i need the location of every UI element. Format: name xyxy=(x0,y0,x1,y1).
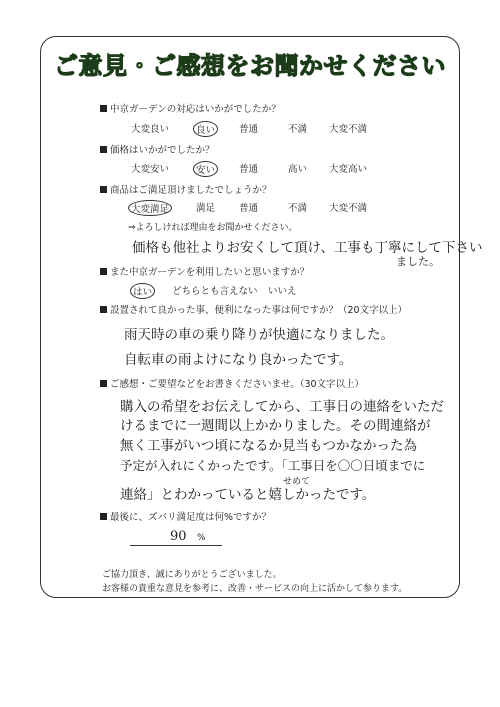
question-label: また中京ガーデンを利用したいと思いますか？ xyxy=(110,267,310,278)
question-price xyxy=(100,142,215,156)
option[interactable]: 大変不満 xyxy=(329,124,368,135)
handwritten-answer: 連絡」とわかっていると嬉しかったです。 xyxy=(120,487,376,503)
bullet-square-icon xyxy=(100,380,107,387)
question-label: 最後に、ズバリ満足度は何%ですか？ xyxy=(110,512,272,523)
option-selected[interactable]: 安い xyxy=(193,161,218,177)
satisfaction-underline xyxy=(130,545,222,546)
option[interactable]: どちらとも言えない xyxy=(172,286,258,297)
handwritten-insert: せめて xyxy=(283,477,311,487)
option[interactable]: 不満 xyxy=(288,203,308,214)
option[interactable]: 不満 xyxy=(288,124,308,135)
bullet-square-icon xyxy=(100,306,107,313)
question-reuse xyxy=(100,264,309,278)
question-satisfaction xyxy=(100,509,271,523)
question-product xyxy=(100,182,272,196)
handwritten-answer: 雨天時の車の乗り降りが快適になりました。 xyxy=(124,327,394,343)
bullet-square-icon xyxy=(100,513,107,520)
option[interactable]: 普通 xyxy=(239,203,259,214)
handwritten-reason: 価格も他社よりお安くして頂け、工事も丁寧にして下さい xyxy=(132,240,483,256)
question-label: 設置されて良かった事、便利になった事は何ですか？（20文字以上） xyxy=(110,305,408,316)
question-service xyxy=(100,101,281,115)
satisfaction-value: 90 xyxy=(170,529,187,544)
option[interactable]: 大変高い xyxy=(329,164,368,175)
handwritten-answer: けるまでに一週間以上かかりました。その間連絡が xyxy=(120,418,431,434)
satisfaction-unit: % xyxy=(197,533,206,543)
question-label: ご感想・ご要望などをお書きくださいませ。（30文字以上） xyxy=(110,379,365,390)
footer-thanks: ご協力頂き、誠にありがとうございました。 xyxy=(102,570,282,580)
option-selected[interactable]: はい xyxy=(130,283,155,299)
question-benefit xyxy=(100,302,407,316)
option[interactable]: 普通 xyxy=(239,164,259,175)
option[interactable]: 大変良い xyxy=(131,124,170,135)
option[interactable]: 満足 xyxy=(196,203,216,214)
option[interactable]: いいえ xyxy=(268,286,297,297)
reason-prompt: ⇒よろしければ理由をお聞かせください。 xyxy=(128,223,298,233)
option-selected[interactable]: 良い xyxy=(193,121,218,137)
bullet-square-icon xyxy=(100,146,107,153)
footer-note: お客様の貴重な意見を参考に、改善・サービスの向上に活かして参ります。 xyxy=(102,584,408,594)
question-feedback xyxy=(100,376,364,390)
handwritten-answer: 自転車の雨よけになり良かったです。 xyxy=(124,352,353,368)
handwritten-answer: 予定が入れにくかったです。「工事日を〇〇日頃までに xyxy=(120,458,426,473)
bullet-square-icon xyxy=(100,268,107,275)
option-selected[interactable]: 大変満足 xyxy=(128,200,172,216)
question-label: 価格はいかがでしたか？ xyxy=(110,145,215,156)
option[interactable]: 大変不満 xyxy=(329,203,368,214)
handwritten-reason: ました。 xyxy=(396,255,440,268)
option[interactable]: 大変安い xyxy=(131,164,170,175)
survey-title: ご意見・ご感想をお聞かせください xyxy=(54,52,446,80)
bullet-square-icon xyxy=(100,186,107,193)
handwritten-answer: 無く工事がいつ頃になるか見当もつかなかった為 xyxy=(120,438,417,454)
option[interactable]: 普通 xyxy=(239,124,259,135)
question-label: 商品はご満足頂けましたでしょうか？ xyxy=(110,185,272,196)
bullet-square-icon xyxy=(100,105,107,112)
question-label: 中京ガーデンの対応はいかがでしたか？ xyxy=(110,104,281,115)
option[interactable]: 高い xyxy=(288,164,308,175)
handwritten-answer: 購入の希望をお伝えしてから、工事日の連絡をいただ xyxy=(120,399,444,415)
